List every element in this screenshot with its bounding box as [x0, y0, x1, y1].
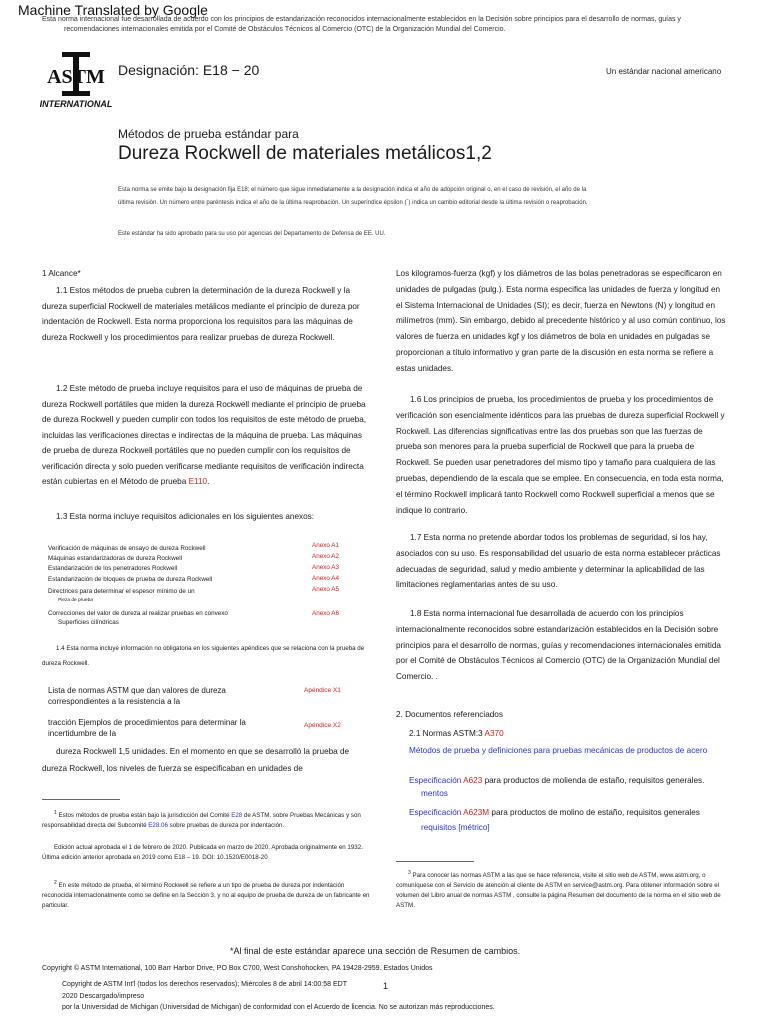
- astm-standards-label: [409, 726, 504, 742]
- referenced-docs-heading: 2. Documentos referenciados: [396, 710, 503, 719]
- copyright-line: Copyright © ASTM International, 100 Barr Harbor Drive, PO Box C700, West Conshohocken, PA 19428-2959. Estados Unidos: [42, 965, 433, 972]
- scope-heading: 1 Alcance*: [42, 269, 81, 278]
- section-1-3: 1.3 Esta norma incluye requisitos adicionales en los siguientes anexos:: [56, 512, 315, 521]
- footnote-rule: [396, 861, 474, 862]
- machine-translated-label: Machine Translated by Google: [18, 2, 208, 18]
- footnote-1-text: de ASTM. sobre Pruebas Mecánicas y son responsabilidad directa del Subcomité: [42, 812, 361, 830]
- annex-label: Estandarización de bloques de prueba de dureza Rockwell: [48, 576, 213, 583]
- annex-ref-link[interactable]: Anexo A3: [312, 564, 339, 571]
- appendix-label: Lista de normas ASTM que dan valores de dureza correspondientes a la resistencia a la: [48, 686, 226, 706]
- annex-row: [48, 554, 348, 564]
- issuance-note-line-2: última revisión. Un número entre paréntesis indica el año de la última reaprobación. Un superíndice épsilon (´) indica un cambio editorial desde la última revisión o reaprobación.: [118, 200, 588, 206]
- annex-row: [48, 564, 348, 574]
- spec-prefix-link[interactable]: Especificación: [409, 808, 464, 817]
- footnote-rule: [42, 799, 120, 800]
- spec-a623-continued[interactable]: mentos: [421, 789, 448, 798]
- ref-e110-link[interactable]: E110: [188, 477, 208, 486]
- annex-label: Correcciones del valor de dureza al realizar pruebas en convexo: [48, 610, 228, 617]
- annex-sublabel: Pieza de prueba: [58, 598, 93, 603]
- footnote-3-text: Para conocer las normas ASTM a las que se hace referencia, visite el sitio web de ASTM, www.astm.org, o comuníquese con el Servicio de atención al cliente de ASTM en service@astm.org. Para obtener información sobre el volumen del Libro anual de normas ASTM , consulte la página Resumen del documento de la norma en el sitio web de ASTM.: [396, 872, 721, 910]
- footnote-edition: Edición actual aprobada el 1 de febrero de 2020. Publicada en marzo de 2020. Aprobada originalmente en 1932. Última edición anterior aprobada en 2019 como E18 – 19. DOI: 10.1520/E0018-20: [42, 844, 363, 861]
- annex-row: [48, 609, 348, 629]
- annex-sublabel: Superficies cilíndricas: [58, 619, 119, 626]
- section-1-2-end: .: [207, 477, 210, 486]
- page-number: 1: [383, 981, 389, 991]
- ref-a623-link[interactable]: A623: [463, 776, 483, 785]
- appendix-ref-link[interactable]: Apéndice X2: [304, 722, 341, 729]
- astm-standards-text: 2.1 Normas ASTM:3: [409, 729, 485, 738]
- national-standard-label: Un estándar nacional americano: [606, 67, 722, 76]
- top-note-line-2: recomendaciones internacionales emitida por el Comité de Obstáculos Técnicos al Comercio (OTC) de la Organización Mundial del Comercio.: [64, 26, 506, 33]
- spec-prefix-link[interactable]: Especificación: [409, 776, 464, 785]
- annex-label: Máquinas estandarizadoras de dureza Rockwell: [48, 555, 183, 562]
- spec-a623-text: para productos de molienda de estaño, requisitos generales.: [482, 776, 705, 785]
- dod-approval-note: Este estándar ha sido aprobado para su uso por agencias del Departamento de Defensa de EE. UU.: [118, 231, 386, 237]
- appendix-row: [48, 718, 368, 740]
- top-note-line-1: Esta norma internacional fue desarrollada de acuerdo con los principios de estandarización reconocidos internacionalmente establecidos en la Decisión sobre principios para el desarrollo de normas, guías y: [42, 16, 681, 23]
- annex-label: Directrices para determinar el espesor mínimo de un: [48, 588, 195, 595]
- footnote-1: $^1$ Estos métodos de prueba están bajo la jurisdicción del Comité E28 de ASTM. sobre Pruebas Mecánicas y son responsabilidad directa del Subcomité E28.06 sobre pruebas de dureza por indentación.: [42, 810, 361, 830]
- section-1-2-text: 1.2 Este método de prueba incluye requisitos para el uso de máquinas de prueba de dureza Rockwell portátiles que miden la dureza Rockwell mediante el principio de prueba de dureza Rockwell y pueden cumplir con todos los requisitos de este método de prueba, incluidas las verificaciones directas e indirectas de la máquina de prueba. Las máquinas de prueba de dureza Rockwell portátiles que no pueden cumplir con los requisitos de verificación directa y solo pueden verificarse mediante requisitos de verificación indirecta están cubiertas en el Método de prueba: [42, 384, 367, 486]
- ref-a370-link[interactable]: A370: [484, 729, 504, 738]
- issuance-note: [118, 184, 658, 210]
- astm-logo: [40, 50, 112, 110]
- annex-ref-link[interactable]: Anexo A6: [312, 610, 339, 617]
- appendix-ref-link[interactable]: Apéndice X1: [304, 687, 341, 694]
- footnote-1-text: sobre pruebas de dureza por indentación.: [167, 822, 285, 830]
- section-1-6: 1.6 Los principios de prueba, los procedimientos de prueba y los procedimientos de verificación son esencialmente idénticos para las pruebas de dureza superficial Rockwell y Rockwell. Las diferencias significativas entre las dos pruebas son que las fuerzas de prueba son menores para la prueba superficial de Rockwell que para la prueba de Rockwell. Se pueden usar penetradores del mismo tipo y tamaño para cualquiera de las pruebas, dependiendo de la escala que se emplee. En consecuencia, en toda esta norma, el término Rockwell implicará tanto Rockwell como Rockwell superficial a menos que se indique lo contrario.: [396, 395, 725, 515]
- download-info-line-1: Copyright de ASTM Int'l (todos los derechos reservados); Miércoles 8 de abril 14:00:58 EDT: [62, 981, 347, 988]
- annex-label: Estandarización de los penetradores Rockwell: [48, 565, 178, 572]
- section-1-5-continued: Los kilogramos-fuerza (kgf) y los diámetros de las bolas penetradoras se especificaron en unidades de pulgadas (pulg.). Esta norma especifica las unidades de fuerza y longitud en el Sistema Internacional de Unidades (SI); es decir, fuerza en Newtons (N) y longitud en milímetros (mm). Sin embargo, debido al precedente histórico y al uso común continuo, los valores de fuerza en unidades kgf y los diámetros de bola en unidades en pulgadas se proporcionan a título informativo y gran parte de la discusión en esta norma se refiere a estas unidades.: [396, 269, 726, 373]
- designation: Designación: E18 − 20: [118, 62, 260, 78]
- footnote-2: $^2$ En este método de prueba, el término Rockwell se refiere a un tipo de prueba de dureza por indentación reconocida internacionalmente como se define en la Sección 3, y no al equipo de prueba de dureza de un fabricante en particular.: [42, 880, 370, 910]
- annex-ref-link[interactable]: Anexo A4: [312, 575, 339, 582]
- document-title: Dureza Rockwell de materiales metálicos1,2: [118, 143, 492, 164]
- annex-ref-link[interactable]: Anexo A5: [312, 586, 339, 593]
- standards-principles-note: [42, 15, 742, 35]
- annex-row: [48, 587, 348, 609]
- issuance-note-line-1: Esta norma se emite bajo la designación fija E18; el número que sigue inmediatamente a la designación indica el año de adopción original o, en el caso de revisión, el año de la: [118, 187, 587, 193]
- section-1-4: 1.4 Esta norma incluye información no obligatoria en los siguientes apéndices que se relaciona con la prueba de dureza Rockwell.: [42, 645, 365, 667]
- appendix-row: [48, 686, 368, 718]
- section-1-8: 1.8 Esta norma internacional fue desarrollada de acuerdo con los principios internacionalmente reconocidos sobre estandarización establecidos en la Decisión sobre principios para el desarrollo de normas, guías y recomendaciones internacionales emitida por el Comité de Obstáculos Técnicos al Comercio (OTC) de la Organización Mundial del Comercio. .: [396, 609, 721, 682]
- spec-a623m: [409, 805, 739, 821]
- annex-list: [48, 544, 348, 629]
- ref-a623m-link[interactable]: A623M: [463, 808, 490, 817]
- footnote-1-text: Estos métodos de prueba están bajo la jurisdicción del Comité: [58, 812, 232, 820]
- annex-row: [48, 574, 348, 587]
- spec-a623m-continued[interactable]: requisitos [métrico]: [421, 823, 490, 832]
- annex-row: [48, 544, 348, 554]
- ref-e28-06-link[interactable]: E28.06: [148, 822, 168, 830]
- section-1-5: dureza Rockwell 1,5 unidades. En el momento en que se desarrolló la prueba de dureza Rockwell, los niveles de fuerza se especificaban en unidades de: [42, 747, 350, 773]
- logo-international-text: INTERNATIONAL: [40, 99, 112, 109]
- annex-label: Verificación de máquinas de ensayo de dureza Rockwell: [48, 545, 206, 552]
- download-info: [62, 979, 382, 1003]
- download-info-line-2: 2020 Descargado/impreso: [62, 993, 145, 1000]
- document-subtitle: Métodos de prueba estándar para: [118, 127, 299, 141]
- annex-ref-link[interactable]: Anexo A1: [312, 542, 339, 549]
- section-1-2: [42, 381, 372, 490]
- license-line: por la Universidad de Michigan (Universidad de Michigan) de conformidad con el Acuerdo de licencia. No se autorizan más reproducciones.: [62, 1004, 495, 1011]
- logo-mark-text: ASTM: [47, 66, 105, 88]
- footnote-3: $^3$ Para conocer las normas ASTM a las que se hace referencia, visite el sitio web de ASTM, www.astm.org, o comuníquese con el Servicio de atención al cliente de ASTM en service@astm.org. Para obtener información sobre el volumen del Libro anual de normas ASTM , consulte la página Resumen del documento de la norma en el sitio web de ASTM.: [396, 870, 721, 910]
- spec-a623: [409, 773, 734, 789]
- ref-e28-link[interactable]: E28: [231, 812, 243, 820]
- summary-of-changes-note: *Al final de este estándar aparece una sección de Resumen de cambios.: [230, 946, 521, 956]
- annex-ref-link[interactable]: Anexo A2: [312, 553, 339, 560]
- section-1-7: 1.7 Esta norma no pretende abordar todos los problemas de seguridad, si los hay, asociados con su uso. Es responsabilidad del usuario de esta norma establecer prácticas adecuadas de seguridad, salud y medio ambiente y determinar la aplicabilidad de las limitaciones reglamentarias antes de su uso.: [396, 533, 721, 590]
- section-1-1: 1.1 Estos métodos de prueba cubren la determinación de la dureza Rockwell y la dureza superficial Rockwell de materiales metálicos mediante el principio de dureza por indentación de Rockwell. Esta norma proporciona los requisitos para las máquinas de dureza Rockwell y los procedimientos para realizar pruebas de dureza Rockwell.: [42, 286, 360, 342]
- appendix-label: tracción Ejemplos de procedimientos para determinar la incertidumbre de la: [48, 718, 246, 738]
- a370-title-link[interactable]: Métodos de prueba y definiciones para pruebas mecánicas de productos de acero: [409, 746, 708, 755]
- spec-a623m-text: para productos de molino de estaño, requisitos generales: [489, 808, 700, 817]
- footnote-2-text: En este método de prueba, el término Rockwell se refiere a un tipo de prueba de dureza por indentación reconocida internacionalmente como se define en la Sección 3, y no al equipo de prueba de dureza de un fabricante en particular.: [42, 882, 370, 910]
- appendix-list: [48, 686, 368, 740]
